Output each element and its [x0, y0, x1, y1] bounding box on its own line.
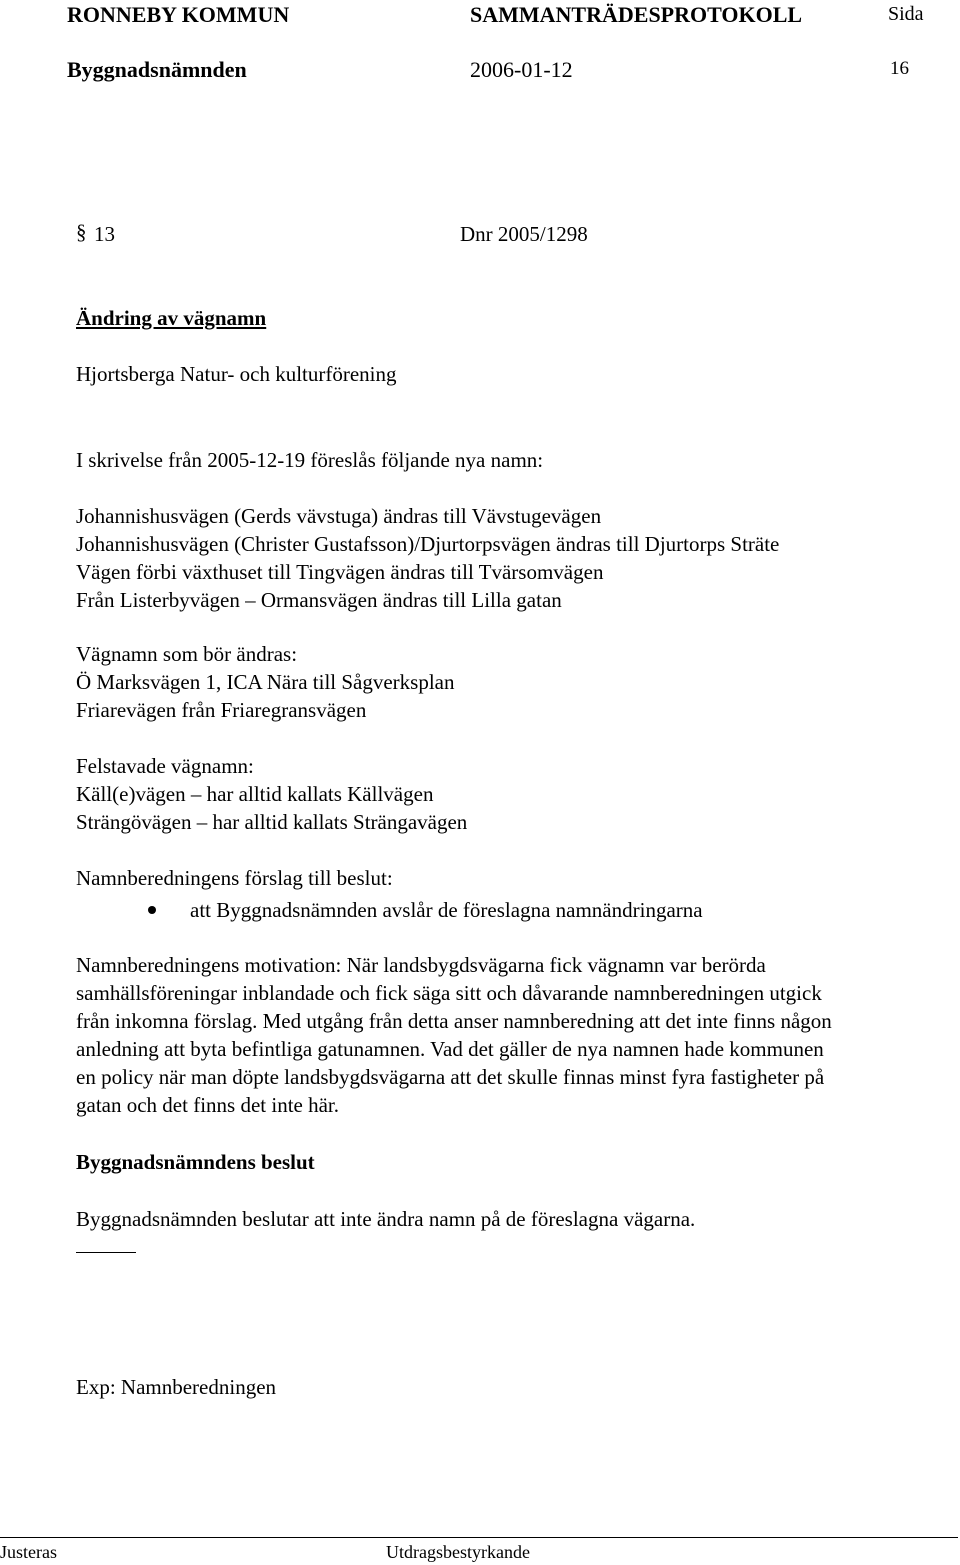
footer-utdragsbestyrkande: Utdragsbestyrkande [386, 1542, 530, 1562]
should-change-heading: Vägnamn som bör ändras: [76, 642, 298, 666]
page-number: 16 [890, 58, 909, 79]
item-title: Ändring av vägnamn [76, 306, 267, 330]
proposal-bullet-text: att Byggnadsnämnden avslår de föreslagna namnändringarna [190, 898, 703, 922]
proposal-line: Från Listerbyvägen – Ormansvägen ändras till Lilla gatan [76, 588, 562, 612]
bullet-icon [148, 906, 156, 914]
motivation-line: Namnberedningens motivation: När landsbygdsvägarna fick vägnamn var berörda [76, 953, 766, 977]
motivation-line: gatan och det finns det inte här. [76, 1093, 340, 1117]
board-name: Byggnadsnämnden [67, 57, 247, 82]
diary-number: Dnr 2005/1298 [460, 222, 588, 246]
motivation-line: en policy när man döpte landsbygdsvägarna att det skulle finnas minst fyra fastigheter på [76, 1065, 825, 1089]
section-number: 13 [94, 222, 115, 246]
misspelled-heading: Felstavade vägnamn: [76, 754, 254, 778]
proposal-heading: Namnberedningens förslag till beslut: [76, 866, 393, 890]
misspelled-line: Strängövägen – har alltid kallats Strängavägen [76, 810, 468, 834]
decision-heading: Byggnadsnämndens beslut [76, 1150, 315, 1174]
decision-text: Byggnadsnämnden beslutar att inte ändra namn på de föreslagna vägarna. [76, 1207, 696, 1231]
motivation-line: anledning att byta befintliga gatunamnen. Vad det gäller de nya namnen hade kommunen [76, 1037, 824, 1061]
should-change-line: Friarevägen från Friaregransvägen [76, 698, 367, 722]
proposal-line: Johannishusvägen (Christer Gustafsson)/Djurtorpsvägen ändras till Djurtorps Sträte [76, 532, 780, 556]
page-label: Sida [888, 3, 924, 25]
footer-rule [0, 1537, 958, 1538]
document-type: SAMMANTRÄDESPROTOKOLL [470, 2, 803, 27]
expedition-text: Exp: Namnberedningen [76, 1375, 277, 1399]
motivation-line: från inkomna förslag. Med utgång från detta anser namnberedning att det inte finns någon [76, 1009, 832, 1033]
proposal-line: Johannishusvägen (Gerds vävstuga) ändras till Vävstugevägen [76, 504, 602, 528]
section-symbol: § [76, 220, 87, 244]
applicant: Hjortsberga Natur- och kulturförening [76, 362, 397, 386]
proposal-line: Vägen förbi växthuset till Tingvägen ändras till Tvärsomvägen [76, 560, 604, 584]
decision-end-rule [76, 1252, 136, 1253]
footer-justeras: Justeras [0, 1542, 57, 1562]
misspelled-line: Käll(e)vägen – har alltid kallats Källvägen [76, 782, 434, 806]
meeting-date: 2006-01-12 [470, 57, 573, 82]
motivation-paragraph [76, 951, 956, 1119]
motivation-line: samhällsföreningar inblandade och fick säga sitt och dåvarande namnberedningen utgick [76, 981, 822, 1005]
municipality-name: RONNEBY KOMMUN [67, 2, 290, 27]
intro-text: I skrivelse från 2005-12-19 föreslås följande nya namn: [76, 448, 544, 472]
should-change-line: Ö Marksvägen 1, ICA Nära till Sågverksplan [76, 670, 455, 694]
